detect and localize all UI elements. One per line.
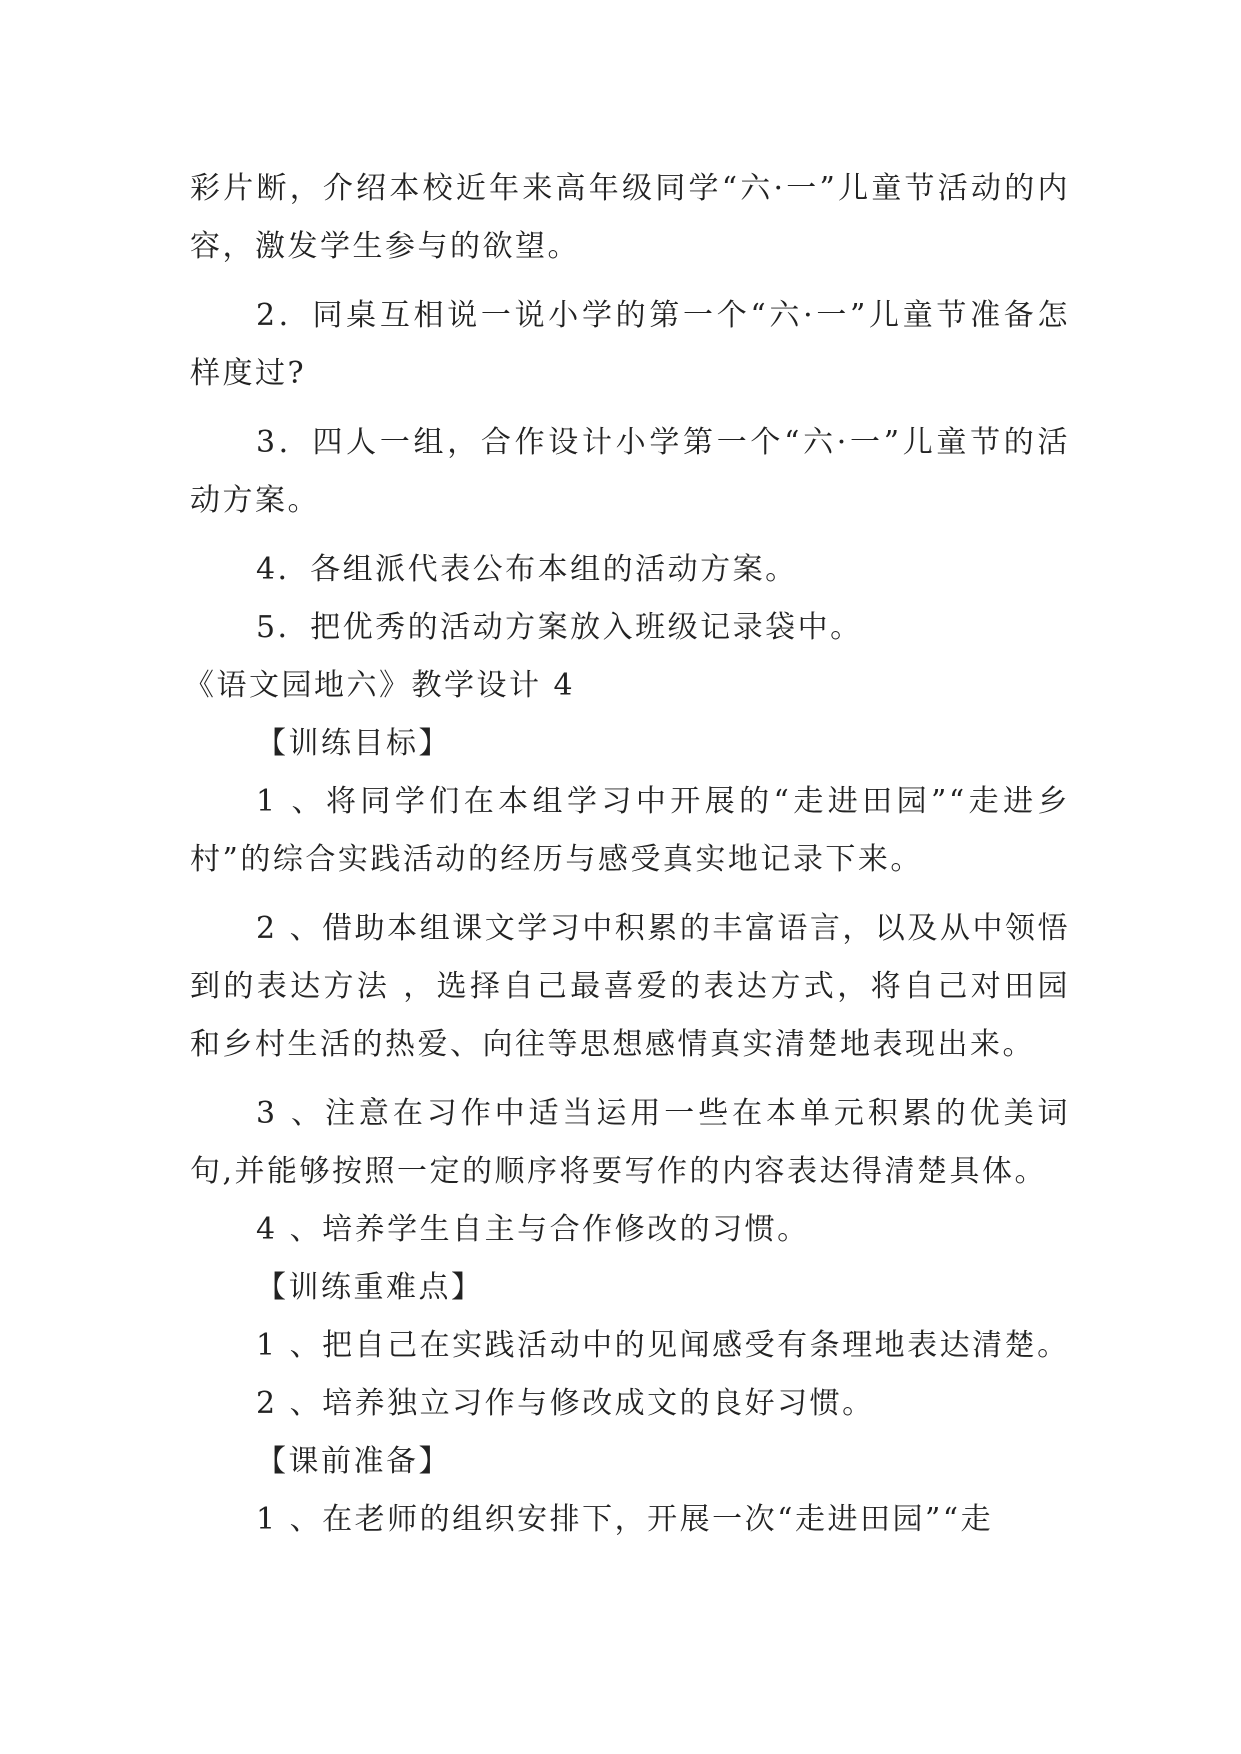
key-points-heading: 【训练重难点】 [256,1270,484,1305]
paragraph-step-2: 2．同桌互相说一说小学的第一个“六·一”儿童节准备怎样度过? [190,298,1070,391]
training-goals-heading: 【训练目标】 [256,726,451,761]
goal-item: 4 、培养学生自主与合作修改的习惯。 [256,1212,810,1247]
paragraph-step-4: 4．各组派代表公布本组的活动方案。 [256,552,798,587]
key-point-item: 1 、把自己在实践活动中的见闻感受有条理地表达清楚。 [256,1328,1070,1363]
goal-item: 3 、注意在习作中适当运用一些在本单元积累的优美词句,并能够按照一定的顺序将要写作的内容表达得清楚具体。 [190,1096,1070,1189]
key-point-item: 2 、培养独立习作与修改成文的良好习惯。 [256,1386,875,1421]
paragraph-step-5: 5．把优秀的活动方案放入班级记录袋中。 [256,610,863,645]
goal-item: 2 、借助本组课文学习中积累的丰富语言，以及从中领悟到的表达方法 ，选择自己最喜爱的表达方式，将自己对田园和乡村生活的热爱、向往等思想感情真实清楚地表现出来。 [190,911,1070,1062]
paragraph-activity-intro: 彩片断，介绍本校近年来高年级同学“六·一”儿童节活动的内容，激发学生参与的欲望。 [190,171,1070,264]
goal-item: 1 、将同学们在本组学习中开展的“走进田园”“走进乡村”的综合实践活动的经历与感受真实地记录下来。 [190,784,1070,877]
paragraph-step-3: 3．四人一组，合作设计小学第一个“六·一”儿童节的活动方案。 [190,425,1070,518]
section-title: 《语文园地六》教学设计 4 [184,668,576,703]
preparation-heading: 【课前准备】 [256,1444,451,1479]
document-body [184,160,1070,1549]
preparation-item: 1 、在老师的组织安排下，开展一次“走进田园”“走 [256,1502,994,1537]
